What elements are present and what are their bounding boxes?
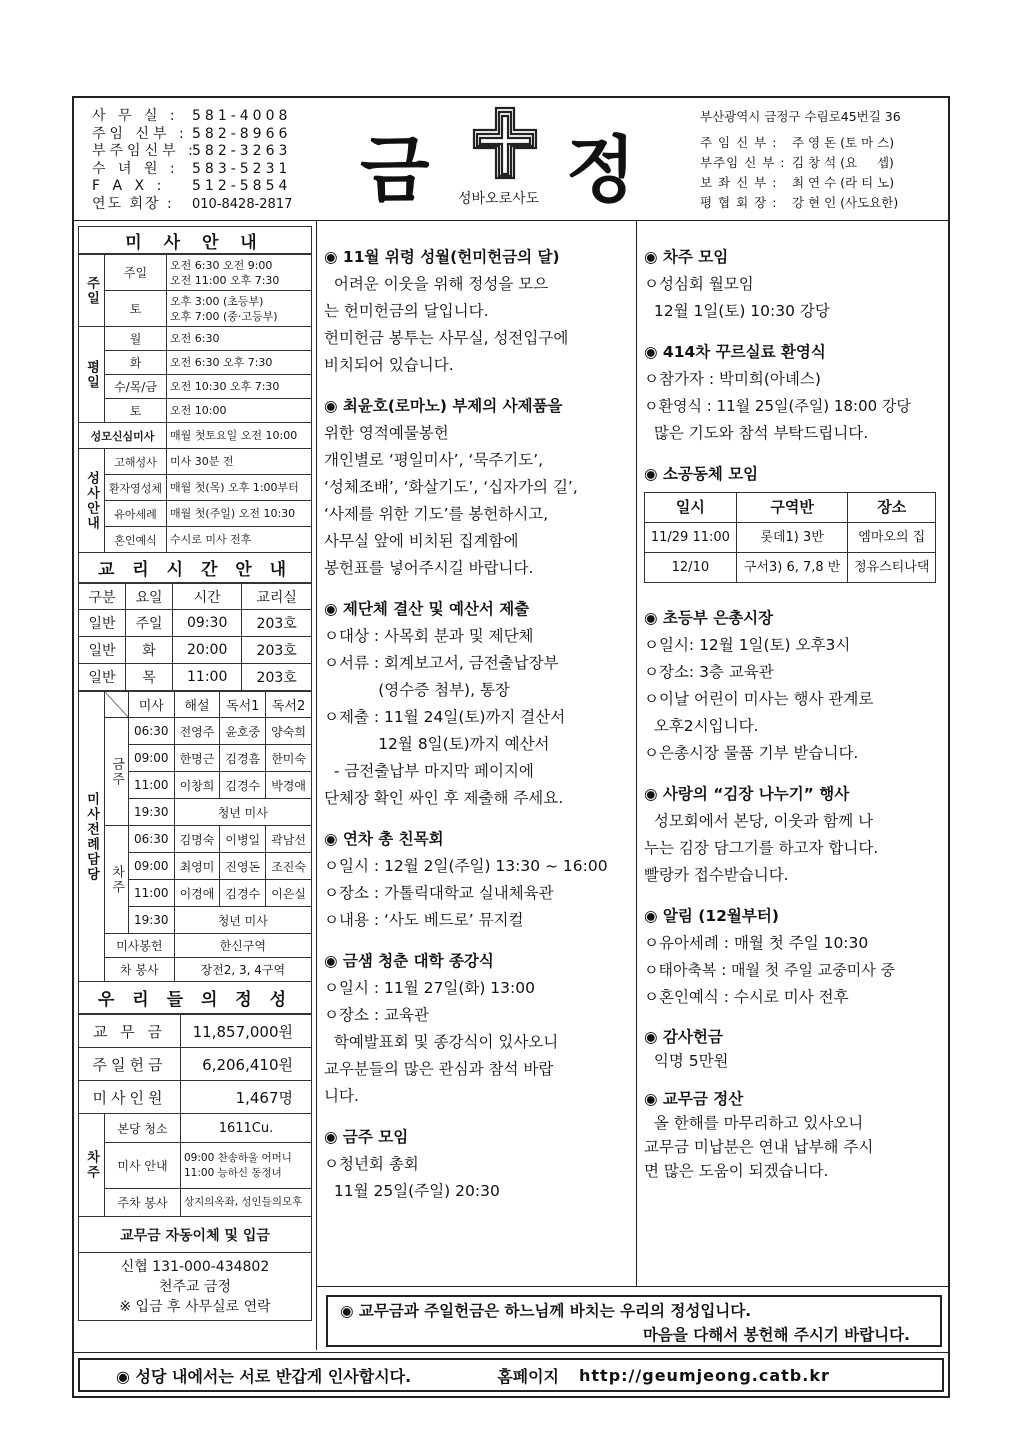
sacrament-time: 미사 30분 전 <box>167 449 312 475</box>
offerings-table <box>78 1014 312 1217</box>
staff-role: 부주임 신 부 : <box>700 155 786 170</box>
footer-divider <box>72 1352 950 1353</box>
duty-header: 독서1 <box>220 692 266 718</box>
welcome-section <box>644 339 946 447</box>
duty-cell: 박경애 <box>266 772 312 799</box>
announcement-section <box>324 244 630 379</box>
section-line: 면 많은 도움이 되겠습니다. <box>644 1162 829 1180</box>
bank-holder: 천주교 금정 <box>158 1279 232 1295</box>
service-value: 상지의옥좌, 성인들의모후 <box>181 1189 312 1217</box>
section-line: 11월 25일(주일) 20:30 <box>324 1182 500 1200</box>
duty-cell: 윤호중 <box>220 718 266 745</box>
duty-cell: 전영주 <box>174 718 220 745</box>
homepage-label: 홈페이지 <box>497 1366 560 1386</box>
service-value: 장전2, 3, 4구역 <box>174 958 311 982</box>
section-heading: ◉ 차주 모임 <box>644 248 729 266</box>
section-line: 성모회에서 본당, 이웃과 함께 나 <box>644 812 874 830</box>
service-value: 1611Cu. <box>181 1114 312 1143</box>
greeting: ◉ 성당 내에서는 서로 반갑게 인사합시다. <box>116 1366 412 1386</box>
staff-row <box>700 173 945 193</box>
section-line: 헌미헌금 봉투는 사무실, 성전입구에 <box>324 329 569 347</box>
mass-day: 주일 <box>105 255 167 291</box>
parish-address: 부산광역시 금정구 수림로45번길 36 <box>700 109 901 124</box>
staff-row <box>700 193 945 213</box>
service-key: 본당 청소 <box>105 1114 181 1143</box>
duty-cell: 김경수 <box>220 772 266 799</box>
duty-cell: 최영미 <box>174 853 220 880</box>
header-divider <box>72 220 950 221</box>
sacrament-time: 매월 첫(주일) 오전 10:30 <box>167 501 312 527</box>
section-line: ㅇ은총시장 물품 기부 받습니다. <box>644 744 859 762</box>
section-line: 학예발표회 및 종강식이 있사오니 <box>324 1033 559 1051</box>
mass-time: 오전 6:30 오전 9:00 오전 11:00 오후 7:30 <box>167 255 312 291</box>
section-line: ‘사제를 위한 기도’를 봉헌하시고, <box>324 505 549 523</box>
small-group-table <box>644 492 936 583</box>
catechism-header: 구분 <box>79 584 126 610</box>
duty-cell: 양숙희 <box>266 718 312 745</box>
section-line: ㅇ혼인예식 : 수시로 미사 전후 <box>644 988 849 1006</box>
small-group-cell: 엠마오의 집 <box>848 523 936 553</box>
notice-divider <box>316 1286 950 1287</box>
section-line: ㅇ장소 : 가톨릭대학교 실내체육관 <box>324 884 554 902</box>
duty-group: 미사전례담당 <box>79 692 105 982</box>
duty-cell: 한명근 <box>174 745 220 772</box>
small-group-header: 장소 <box>848 493 936 523</box>
section-line: 니다. <box>324 1087 359 1105</box>
duty-cell: 김명숙 <box>174 826 220 853</box>
mass-time: 오전 10:00 <box>167 399 312 423</box>
sacrament-group: 성사안내 <box>79 449 105 553</box>
footer-bar <box>78 1358 944 1392</box>
service-key: 주차 봉사 <box>105 1189 181 1217</box>
section-line: ㅇ성심회 월모임 <box>644 275 754 293</box>
section-line: 위한 영적예물봉헌 <box>324 424 449 442</box>
duty-cell: 김경수 <box>220 880 266 907</box>
catechism-cell: 일반 <box>79 637 126 664</box>
announcement-section <box>324 826 630 934</box>
section-line: ‘성체조배’, ‘화살기도’, ‘십자가의 길’, <box>324 478 578 496</box>
section-line: ㅇ유아세례 : 매월 첫 주일 10:30 <box>644 934 869 952</box>
notice-section <box>644 903 946 1011</box>
section-line: (영수증 첨부), 통장 <box>324 681 510 699</box>
offering-amount: 6,206,410원 <box>181 1048 312 1081</box>
sacrament-name: 유아세례 <box>105 501 167 527</box>
section-heading: ◉ 11월 위령 성월(헌미헌금의 달) <box>324 248 560 266</box>
catechism-cell: 203호 <box>242 610 312 637</box>
contact-number: 512-5854 <box>192 178 292 194</box>
parish-staff <box>700 107 945 213</box>
duty-cell: 06:30 <box>129 826 175 853</box>
contact-row <box>92 108 312 126</box>
next-week-label: 차주 <box>105 826 129 934</box>
sacrament-time: 매월 첫(목) 오후 1:00부터 <box>167 475 312 501</box>
catechism-table <box>78 583 312 691</box>
service-label: 차 봉사 <box>105 958 175 982</box>
catechism-cell: 일반 <box>79 610 126 637</box>
section-heading: ◉ 알림 (12월부터) <box>644 907 779 925</box>
section-line: 누는 김장 담그기를 하고자 합니다. <box>644 839 879 857</box>
mass-title: 미 사 안 내 <box>125 232 265 253</box>
contact-label: 주임 신부 : <box>92 125 188 142</box>
duty-cell: 한미숙 <box>266 745 312 772</box>
contact-label: F A X : <box>92 178 166 194</box>
mass-time: 오전 6:30 오후 7:30 <box>167 351 312 375</box>
small-group-cell: 구서3) 6, 7,8 반 <box>736 553 848 583</box>
catechism-cell: 목 <box>126 664 173 691</box>
section-heading: ◉ 초등부 은총시장 <box>644 609 774 627</box>
contact-label: 부주임신부 : <box>92 143 197 159</box>
parish-subtitle: 성바오로사도 <box>458 191 540 207</box>
offering-value: 한신구역 <box>174 934 311 958</box>
catechism-cell: 화 <box>126 637 173 664</box>
contact-row <box>92 178 312 196</box>
staff-name: 주 영 돈 (토 마 스) <box>792 135 895 150</box>
service-value: 09:00 찬송하울 어머니 11:00 능하신 동정녀 <box>181 1143 312 1189</box>
offering-amount: 1,467명 <box>181 1081 312 1114</box>
offering-key: 주일헌금 <box>79 1048 181 1081</box>
contact-number: 010-8428-2817 <box>192 196 293 212</box>
section-heading: ◉ 금주 모임 <box>324 1128 409 1146</box>
mass-day: 토 <box>105 399 167 423</box>
duty-header: 해설 <box>174 692 220 718</box>
title-right: 정 <box>566 127 636 212</box>
mass-day: 화 <box>105 351 167 375</box>
duty-header: 미사 <box>129 692 175 718</box>
section-line: 교무금 미납분은 연내 납부해 주시 <box>644 1138 874 1156</box>
duty-cell: 이경애 <box>174 880 220 907</box>
homepage-link[interactable]: http://geumjeong.catb.kr <box>579 1365 830 1385</box>
small-group-header: 구역반 <box>736 493 848 523</box>
section-line: 오후2시입니다. <box>644 717 759 735</box>
mass-time: 오전 6:30 <box>167 327 312 351</box>
sacrament-name: 고해성사 <box>105 449 167 475</box>
contact-number: 581-4008 <box>192 108 292 124</box>
section-line: 는 헌미헌금의 달입니다. <box>324 302 489 320</box>
bank-account: 신협 131-000-434802 <box>120 1259 270 1275</box>
catechism-cell: 20:00 <box>173 637 242 664</box>
offering-notice <box>326 1295 942 1347</box>
duty-cell: 11:00 <box>129 772 175 799</box>
staff-role: 평 협 회 장 : <box>700 195 778 210</box>
contact-number: 582-3263 <box>192 143 292 159</box>
duty-cell: 이창희 <box>174 772 220 799</box>
contact-number: 583-5231 <box>192 160 292 177</box>
section-heading: ◉ 사랑의 “김장 나누기” 행사 <box>644 785 850 803</box>
mass-day: 수/목/금 <box>105 375 167 399</box>
staff-row <box>700 153 945 173</box>
title-left: 금 <box>360 127 430 212</box>
duty-cell: 06:30 <box>129 718 175 745</box>
small-group-cell: 롯데1) 3반 <box>736 523 848 553</box>
catechism-header: 교리실 <box>242 584 312 610</box>
staff-row <box>700 133 945 153</box>
catechism-title: 교 리 시 간 안 내 <box>97 560 293 580</box>
section-line: 개인별로 ‘평일미사’, ‘묵주기도’, <box>324 451 544 469</box>
announcement-section <box>324 393 630 582</box>
contact-list <box>92 108 312 213</box>
small-group-cell: 12/10 <box>645 553 737 583</box>
section-line: 12월 1일(토) 10:30 강당 <box>644 302 830 320</box>
section-line: ㅇ장소 : 교육관 <box>324 1006 429 1024</box>
section-line: ㅇ제출 : 11월 24일(토)까지 결산서 <box>324 708 566 726</box>
section-line: 봉헌표를 넣어주시길 바랍니다. <box>324 559 534 577</box>
children-section <box>644 605 946 767</box>
section-line: ㅇ환영식 : 11월 25일(주일) 18:00 강당 <box>644 397 911 415</box>
bank-note: ※ 입금 후 사무실로 연락 <box>119 1299 271 1315</box>
contact-label: 사 무 실 : <box>92 108 179 124</box>
section-line: 12월 8일(토)까지 예산서 <box>324 735 550 753</box>
duty-cell: 곽남선 <box>266 826 312 853</box>
duty-cell: 진영돈 <box>220 853 266 880</box>
small-group-cell: 정유스티나댁 <box>848 553 936 583</box>
bank-info <box>78 1253 312 1321</box>
section-line: 많은 기도와 참석 부탁드립니다. <box>644 424 869 442</box>
section-heading: ◉ 금샘 청춘 대학 종강식 <box>324 952 494 970</box>
offerings-title: 우 리 들 의 정 성 <box>97 990 293 1010</box>
section-line: ㅇ내용 : ‘사도 베드로’ 뮤지컬 <box>324 911 524 929</box>
cross-logo-icon <box>466 104 544 182</box>
duty-header: 독서2 <box>266 692 312 718</box>
right-column <box>644 244 946 1197</box>
offering-amount: 11,857,000원 <box>181 1015 312 1048</box>
duty-cell: 이은실 <box>266 880 312 907</box>
first-sat-label: 성모신심미사 <box>79 423 167 449</box>
section-line: 사무실 앞에 비치된 집계함에 <box>324 532 519 550</box>
duty-table <box>78 691 312 982</box>
weekday-group: 평일 <box>79 327 105 423</box>
sacrament-time: 수시로 미사 전후 <box>167 527 312 553</box>
staff-name: 강 현 인 (사도요한) <box>792 195 899 210</box>
catechism-header: 요일 <box>126 584 173 610</box>
section-line: 익명 5만원 <box>644 1052 729 1070</box>
mass-table <box>78 254 312 553</box>
section-heading: ◉ 소공동체 모임 <box>644 465 759 483</box>
sacrament-name: 환자영성체 <box>105 475 167 501</box>
announcement-section <box>324 1124 630 1205</box>
mass-schedule <box>78 226 312 1321</box>
section-line: ㅇ일시 : 11월 27일(화) 13:00 <box>324 979 535 997</box>
section-heading: ◉ 감사헌금 <box>644 1028 723 1046</box>
section-line: 단체장 확인 싸인 후 제출해 주세요. <box>324 789 564 807</box>
contact-number: 582-8966 <box>192 125 292 142</box>
offering-key: 교 무 금 <box>79 1015 181 1048</box>
duty-cell: 청년 미사 <box>174 799 311 826</box>
duty-cell: 김경흠 <box>220 745 266 772</box>
contact-row <box>92 126 312 144</box>
duty-cell: 청년 미사 <box>174 907 311 934</box>
thanks-section <box>644 1025 946 1073</box>
catechism-cell: 주일 <box>126 610 173 637</box>
offering-label: 미사봉헌 <box>105 934 175 958</box>
contact-label: 연도 회장 : <box>92 195 174 212</box>
section-line: ㅇ일시: 12월 1일(토) 오후3시 <box>644 636 851 654</box>
settle-section <box>644 1087 946 1183</box>
staff-role: 주 임 신 부 : <box>700 135 778 150</box>
section-line: ㅇ장소: 3층 교육관 <box>644 663 774 681</box>
middle-column <box>324 244 630 1219</box>
section-line: ㅇ대상 : 사목회 분과 및 제단체 <box>324 627 534 645</box>
contact-row <box>92 196 312 214</box>
section-line: ㅇ청년회 총회 <box>324 1155 419 1173</box>
sunday-group: 주일 <box>79 255 105 327</box>
section-line: ㅇ서류 : 회계보고서, 금전출납장부 <box>324 654 559 672</box>
duty-cell: 11:00 <box>129 880 175 907</box>
mass-time: 오전 10:30 오후 7:30 <box>167 375 312 399</box>
contact-label: 수 녀 원 : <box>92 160 179 177</box>
duty-cell: 이병일 <box>220 826 266 853</box>
duty-cell: 조진숙 <box>266 853 312 880</box>
first-sat-value: 매월 첫토요일 오전 10:00 <box>167 423 312 449</box>
catechism-cell: 11:00 <box>173 664 242 691</box>
kimchi-section <box>644 781 946 889</box>
notice-line: ◉ 교무금과 주일헌금은 하느님께 바치는 우리의 정성입니다. <box>340 1302 752 1320</box>
announcement-section <box>324 948 630 1110</box>
col-divider-left <box>316 220 317 1350</box>
service-key: 미사 안내 <box>105 1143 181 1189</box>
section-line: 올 한해를 마무리하고 있사오니 <box>644 1114 864 1132</box>
staff-name: 김 창 석 (요 셉) <box>792 155 894 170</box>
small-group-header: 일시 <box>645 493 737 523</box>
duty-corner <box>105 692 129 718</box>
section-line: ㅇ참가자 : 박미희(아녜스) <box>644 370 821 388</box>
section-heading: ◉ 최윤호(로마노) 부제의 사제품을 <box>324 397 563 415</box>
catechism-cell: 203호 <box>242 637 312 664</box>
section-line: - 금전출납부 마지막 페이지에 <box>324 762 534 780</box>
mass-time: 오후 3:00 (초등부) 오후 7:00 (중·고등부) <box>167 291 312 327</box>
staff-role: 보 좌 신 부 : <box>700 175 778 190</box>
section-line: 비치되어 있습니다. <box>324 356 454 374</box>
bank-title: 교무금 자동이체 및 입금 <box>120 1227 270 1244</box>
col-divider-right <box>636 220 637 1286</box>
offering-key: 미사인원 <box>79 1081 181 1114</box>
section-heading: ◉ 제단체 결산 및 예산서 제출 <box>324 600 530 618</box>
notice-line: 마음을 다해서 봉헌해 주시기 바랍니다. <box>642 1326 910 1344</box>
next-week-service-group: 차주 <box>79 1114 105 1217</box>
section-line: 교우분들의 많은 관심과 참석 바랍 <box>324 1060 554 1078</box>
contact-row <box>92 161 312 179</box>
section-line: 어려운 이웃을 위해 정성을 모으 <box>324 275 549 293</box>
section-line: ㅇ일시 : 12월 2일(주일) 13:30 ~ 16:00 <box>324 857 608 875</box>
small-group-cell: 11/29 11:00 <box>645 523 737 553</box>
catechism-cell: 09:30 <box>173 610 242 637</box>
mass-day: 토 <box>105 291 167 327</box>
catechism-cell: 203호 <box>242 664 312 691</box>
catechism-cell: 일반 <box>79 664 126 691</box>
section-line: ㅇ이날 어린이 미사는 행사 관계로 <box>644 690 874 708</box>
section-line: ㅇ태아축복 : 매월 첫 주일 교중미사 중 <box>644 961 896 979</box>
section-heading: ◉ 교무금 정산 <box>644 1090 744 1108</box>
section-line: 빨랑카 접수받습니다. <box>644 866 789 884</box>
section-heading: ◉ 연차 총 친목회 <box>324 830 444 848</box>
sacrament-name: 혼인예식 <box>105 527 167 553</box>
duty-cell: 09:00 <box>129 853 175 880</box>
duty-cell: 19:30 <box>129 907 175 934</box>
duty-cell: 09:00 <box>129 745 175 772</box>
small-group-section <box>644 461 946 583</box>
catechism-header: 시간 <box>173 584 242 610</box>
mass-day: 월 <box>105 327 167 351</box>
contact-row <box>92 143 312 161</box>
this-week-label: 금주 <box>105 718 129 826</box>
staff-name: 최 연 수 (라 티 노) <box>792 175 895 190</box>
announcement-section <box>324 596 630 812</box>
next-meeting-section <box>644 244 946 325</box>
duty-cell: 19:30 <box>129 799 175 826</box>
section-heading: ◉ 414차 꾸르실료 환영식 <box>644 343 826 361</box>
